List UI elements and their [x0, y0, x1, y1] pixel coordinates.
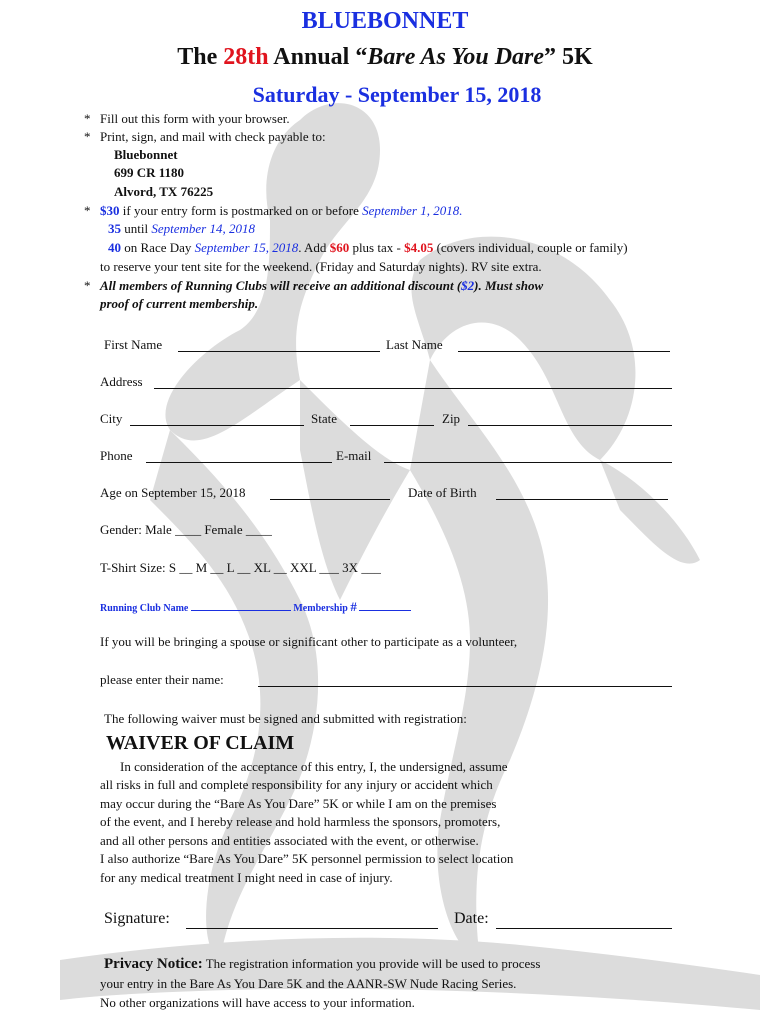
club-text-a: All members of Running Clubs will receive an additional discount ( — [100, 278, 462, 293]
event-date: Saturday - September 15, 2018 — [252, 82, 542, 107]
bullet-star: * — [84, 129, 91, 144]
price-30: $30 — [100, 203, 120, 218]
club-discount-amount: $2 — [461, 278, 475, 293]
tent-text-c: (covers individual, couple or family) — [433, 240, 628, 255]
mail-address-line3: Alvord, TX 76225 — [114, 184, 214, 199]
state-field[interactable] — [350, 413, 434, 426]
date-label: Date: — [454, 910, 489, 927]
tent-text-b: plus tax - — [349, 240, 405, 255]
date-field[interactable] — [496, 914, 672, 929]
org-title: BLUEBONNET — [301, 8, 469, 34]
title-event-name: Bare As You Dare — [367, 44, 545, 70]
mail-address-line1: Bluebonnet — [114, 147, 178, 162]
address-field[interactable] — [154, 376, 672, 389]
waiver-line: may occur during the “Bare As You Dare” 5K or while I am on the premises — [100, 796, 497, 811]
membership-label: Membership — [293, 603, 348, 614]
waiver-line: all risks in full and complete responsibility for any injury or accident which — [100, 777, 493, 792]
tent-text-a: . Add — [298, 240, 330, 255]
gender-field[interactable]: Gender: Male ____ Female ____ — [100, 522, 272, 537]
first-name-field[interactable] — [178, 339, 380, 352]
volunteer-line1: If you will be bringing a spouse or significant other to participate as a volunteer, — [100, 634, 518, 649]
waiver-line: and all other persons and entities associated with the event, or otherwise. — [100, 833, 479, 848]
mail-address-line2: 699 CR 1180 — [114, 165, 185, 180]
waiver-line: of the event, and I hereby release and hold harmless the sponsors, promoters, — [100, 814, 501, 829]
running-club-row — [100, 599, 411, 615]
membership-number-field[interactable] — [359, 601, 411, 611]
waiver-heading: WAIVER OF CLAIM — [106, 732, 295, 754]
running-club-field[interactable] — [191, 601, 291, 611]
price-2-date: September 14, 2018 — [151, 221, 255, 236]
price-2-text: until — [121, 221, 152, 236]
bullet-star: * — [84, 278, 91, 293]
title-post: ” 5K — [544, 44, 593, 70]
dob-label: Date of Birth — [408, 485, 477, 500]
privacy-text-1: The registration information you provide will be used to process — [202, 956, 541, 971]
city-field[interactable] — [130, 413, 304, 426]
last-name-field[interactable] — [458, 339, 670, 352]
zip-field[interactable] — [468, 413, 672, 426]
email-label: E-mail — [336, 448, 372, 463]
price-3-text: on Race Day — [121, 240, 195, 255]
privacy-line2: your entry in the Bare As You Dare 5K and the AANR-SW Nude Racing Series. — [100, 976, 517, 991]
volunteer-label: please enter their name: — [100, 672, 224, 687]
city-label: City — [100, 411, 123, 426]
phone-label: Phone — [100, 448, 133, 463]
privacy-line1 — [104, 956, 540, 973]
waiver-line: for any medical treatment I might need in case of injury. — [100, 870, 393, 885]
price-40: 40 — [108, 240, 121, 255]
club-text-b: ). Must show — [474, 278, 544, 293]
first-name-label: First Name — [104, 337, 163, 352]
signature-label: Signature: — [104, 910, 170, 927]
price-line-1 — [100, 203, 462, 219]
club-discount-line2: proof of current membership. — [100, 296, 259, 311]
waiver-line: In consideration of the acceptance of this entry, I, the undersigned, assume — [120, 759, 508, 774]
phone-field[interactable] — [146, 450, 332, 463]
title-number: 28th — [223, 44, 269, 70]
title-pre: The — [177, 44, 224, 70]
title-mid: Annual “ — [268, 44, 368, 70]
price-1-date: September 1, 2018. — [362, 203, 463, 218]
instruction-print: Print, sign, and mail with check payable to: — [100, 129, 326, 144]
bullet-star: * — [84, 203, 91, 218]
club-discount-line1 — [100, 278, 543, 294]
age-label: Age on September 15, 2018 — [100, 485, 246, 500]
tshirt-size-field[interactable]: T-Shirt Size: S __ M __ L __ XL __ XXL ___ 3X ___ — [100, 560, 381, 575]
waiver-line: I also authorize “Bare As You Dare” 5K personnel permission to select location — [100, 851, 514, 866]
age-field[interactable] — [270, 487, 390, 500]
last-name-label: Last Name — [386, 337, 443, 352]
signature-field[interactable] — [186, 914, 438, 929]
privacy-label: Privacy Notice: — [104, 956, 203, 972]
tent-line-2: to reserve your tent site for the weekend. (Friday and Saturday nights). RV site extra. — [100, 259, 542, 274]
tent-tax: $4.05 — [404, 240, 434, 255]
number-sign: # — [350, 599, 357, 614]
address-label: Address — [100, 374, 143, 389]
price-3-date: September 15, 2018 — [194, 240, 299, 255]
instruction-fill: Fill out this form with your browser. — [100, 111, 290, 126]
price-line-3 — [108, 240, 628, 256]
waiver-intro: The following waiver must be signed and submitted with registration: — [104, 711, 467, 726]
privacy-line3: No other organizations will have access to your information. — [100, 995, 415, 1010]
state-label: State — [311, 411, 337, 426]
dob-field[interactable] — [496, 487, 668, 500]
email-field[interactable] — [384, 450, 672, 463]
tent-price: $60 — [329, 240, 350, 255]
running-club-label: Running Club Name — [100, 603, 189, 614]
volunteer-name-field[interactable] — [258, 674, 672, 687]
zip-label: Zip — [442, 411, 461, 426]
bullet-star: * — [84, 111, 91, 126]
event-title — [0, 44, 770, 71]
price-1-text: if your entry form is postmarked on or before — [119, 203, 363, 218]
price-35: 35 — [108, 221, 121, 236]
price-line-2 — [108, 221, 255, 237]
